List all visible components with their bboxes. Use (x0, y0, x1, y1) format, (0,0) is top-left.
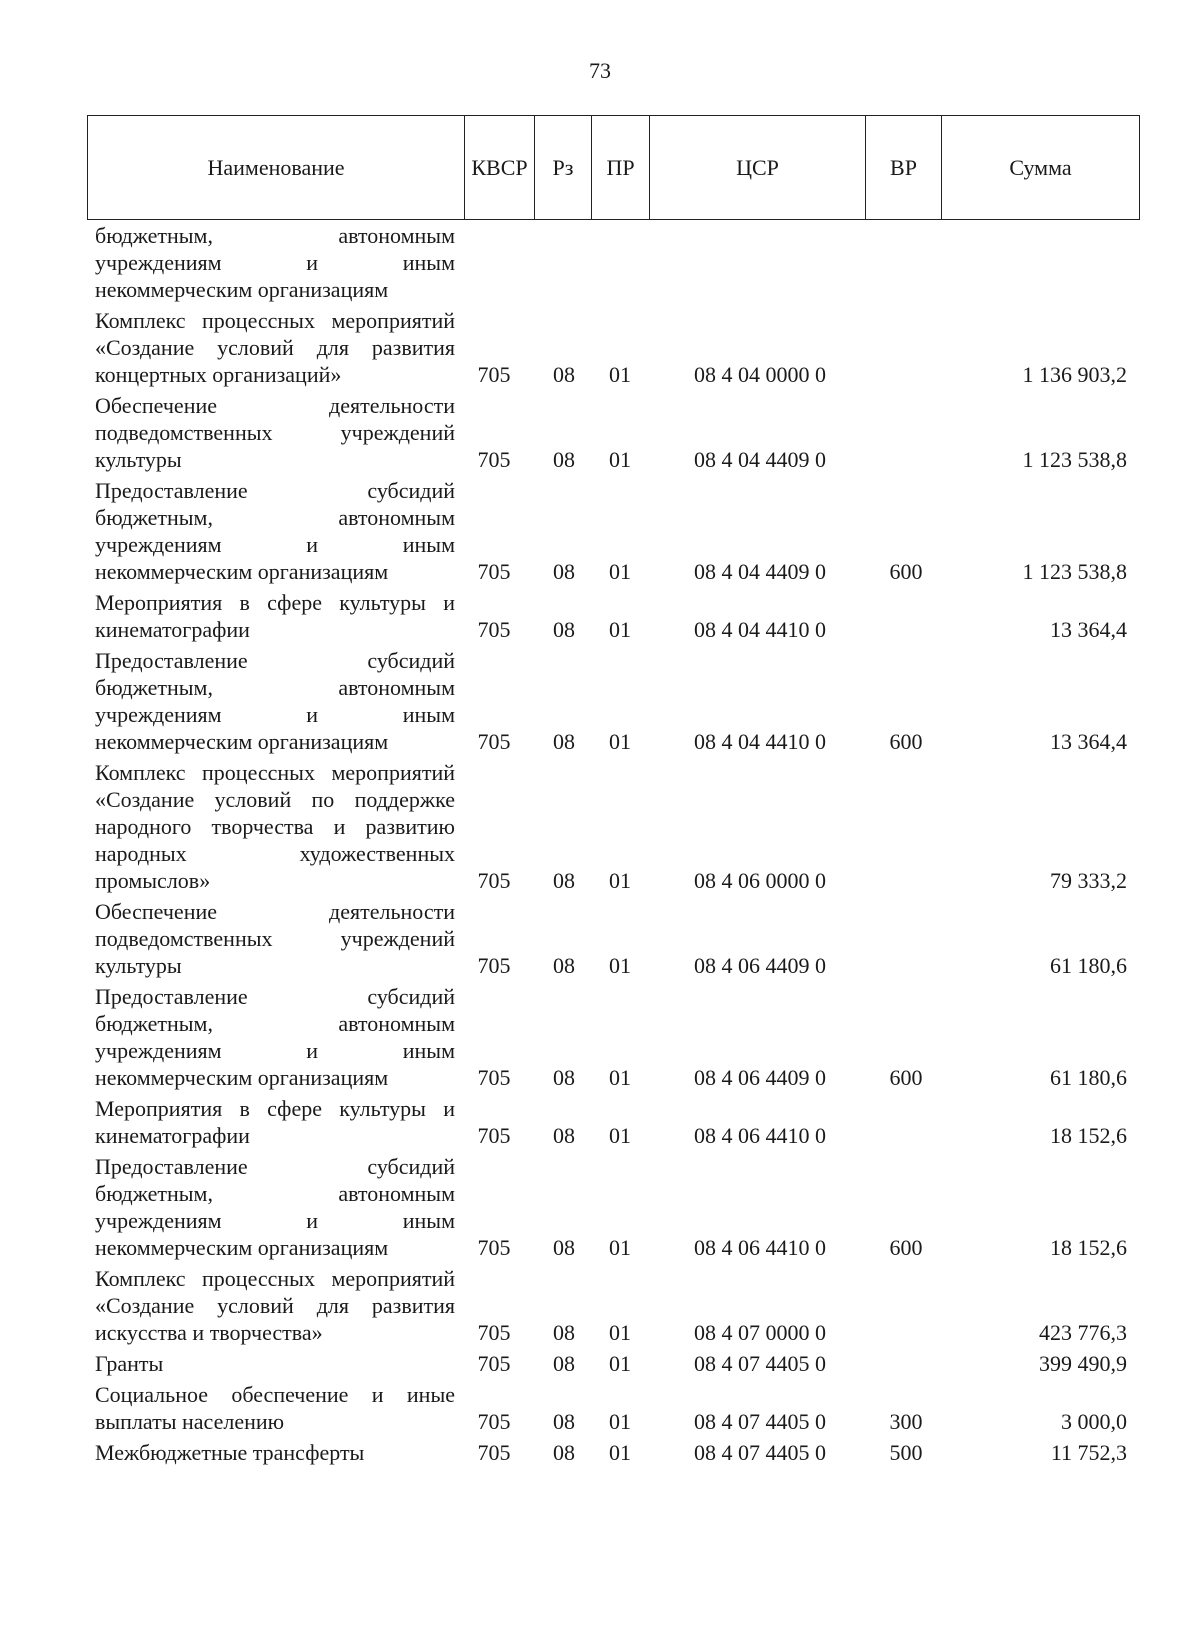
row-rz: 08 (553, 729, 575, 754)
row-rz: 08 (553, 1351, 575, 1376)
row-sum: 18 152,6 (1050, 1235, 1127, 1260)
row-sum: 1 123 538,8 (1022, 447, 1127, 472)
row-rz: 08 (553, 447, 575, 472)
header-csr: ЦСР (650, 116, 866, 219)
row-rz: 08 (553, 362, 575, 387)
table-row (0, 759, 1200, 898)
row-csr: 08 4 06 4410 0 (694, 1123, 826, 1148)
row-kvsr: 705 (477, 1065, 511, 1090)
header-vr: ВР (866, 116, 942, 219)
row-csr: 08 4 04 4410 0 (694, 729, 826, 754)
row-kvsr: 705 (477, 447, 511, 472)
row-name: Предоставление субсидий бюджетным, автономным учреждениям и иным некоммерческим организациям (95, 1154, 455, 1260)
row-csr: 08 4 06 4410 0 (694, 1235, 826, 1260)
page-number: 73 (589, 58, 611, 83)
row-kvsr: 705 (477, 1440, 511, 1465)
row-sum: 13 364,4 (1050, 729, 1127, 754)
row-vr: 600 (889, 729, 923, 754)
row-kvsr: 705 (477, 1351, 511, 1376)
row-pr: 01 (609, 729, 631, 754)
row-rz: 08 (553, 1065, 575, 1090)
row-csr: 08 4 06 4409 0 (694, 1065, 826, 1090)
row-sum: 18 152,6 (1050, 1123, 1127, 1148)
header-rz: Рз (535, 116, 592, 219)
table-row (0, 477, 1200, 589)
header-pr: ПР (592, 116, 650, 219)
row-kvsr: 705 (477, 617, 511, 642)
row-rz: 08 (553, 1440, 575, 1465)
table-row (0, 1153, 1200, 1265)
table-row (0, 898, 1200, 983)
row-kvsr: 705 (477, 1320, 511, 1345)
row-name: Гранты (95, 1351, 164, 1376)
table-row (0, 983, 1200, 1095)
row-name: Предоставление субсидий бюджетным, автономным учреждениям и иным некоммерческим организациям (95, 478, 455, 584)
row-sum: 3 000,0 (1061, 1409, 1127, 1434)
table-row (0, 222, 1200, 307)
row-vr: 300 (889, 1409, 923, 1434)
row-pr: 01 (609, 1440, 631, 1465)
row-csr: 08 4 04 0000 0 (694, 362, 826, 387)
row-name: Комплекс процессных мероприятий «Создание условий по поддержке народного творчества и развитию народных художественных промыслов» (95, 760, 455, 893)
row-kvsr: 705 (477, 868, 511, 893)
table-row (0, 1350, 1200, 1381)
row-sum: 399 490,9 (1039, 1351, 1127, 1376)
row-rz: 08 (553, 559, 575, 584)
row-pr: 01 (609, 1409, 631, 1434)
row-name: Мероприятия в сфере культуры и кинематографии (95, 590, 455, 642)
row-name: Мероприятия в сфере культуры и кинематографии (95, 1096, 455, 1148)
table-header (87, 115, 1140, 220)
row-rz: 08 (553, 868, 575, 893)
row-kvsr: 705 (477, 559, 511, 584)
row-rz: 08 (553, 1409, 575, 1434)
row-pr: 01 (609, 1123, 631, 1148)
row-kvsr: 705 (477, 1235, 511, 1260)
table-row (0, 1095, 1200, 1153)
table-body (0, 222, 1200, 1470)
row-kvsr: 705 (477, 362, 511, 387)
row-name: Комплекс процессных мероприятий «Создание условий для развития искусства и творчества» (95, 1266, 455, 1345)
row-rz: 08 (553, 1320, 575, 1345)
table-row (0, 307, 1200, 392)
row-csr: 08 4 06 4409 0 (694, 953, 826, 978)
row-vr: 600 (889, 1065, 923, 1090)
header-sum: Сумма (1009, 154, 1072, 180)
row-kvsr: 705 (477, 1123, 511, 1148)
row-name: Обеспечение деятельности подведомственных учреждений культуры (95, 899, 455, 978)
row-pr: 01 (609, 362, 631, 387)
row-rz: 08 (553, 617, 575, 642)
row-rz: 08 (553, 953, 575, 978)
row-name: Предоставление субсидий бюджетным, автономным учреждениям и иным некоммерческим организациям (95, 648, 455, 754)
row-pr: 01 (609, 1065, 631, 1090)
row-csr: 08 4 07 0000 0 (694, 1320, 826, 1345)
row-sum: 61 180,6 (1050, 953, 1127, 978)
row-pr: 01 (609, 1235, 631, 1260)
table-row (0, 1439, 1200, 1470)
row-csr: 08 4 07 4405 0 (694, 1440, 826, 1465)
row-rz: 08 (553, 1123, 575, 1148)
row-sum: 13 364,4 (1050, 617, 1127, 642)
row-pr: 01 (609, 1320, 631, 1345)
row-sum: 61 180,6 (1050, 1065, 1127, 1090)
table-row (0, 647, 1200, 759)
row-kvsr: 705 (477, 953, 511, 978)
row-name: Обеспечение деятельности подведомственных учреждений культуры (95, 393, 455, 472)
table-row (0, 1265, 1200, 1350)
table-row (0, 589, 1200, 647)
row-sum: 79 333,2 (1050, 868, 1127, 893)
table-row (0, 1381, 1200, 1439)
row-rz: 08 (553, 1235, 575, 1260)
row-kvsr: 705 (477, 729, 511, 754)
row-csr: 08 4 07 4405 0 (694, 1351, 826, 1376)
row-sum: 1 123 538,8 (1022, 559, 1127, 584)
row-pr: 01 (609, 1351, 631, 1376)
row-pr: 01 (609, 953, 631, 978)
row-pr: 01 (609, 559, 631, 584)
row-csr: 08 4 04 4410 0 (694, 617, 826, 642)
row-csr: 08 4 06 0000 0 (694, 868, 826, 893)
row-csr: 08 4 04 4409 0 (694, 559, 826, 584)
row-name: Социальное обеспечение и иные выплаты населению (95, 1382, 455, 1434)
row-pr: 01 (609, 617, 631, 642)
row-sum: 1 136 903,2 (1022, 362, 1127, 387)
row-csr: 08 4 04 4409 0 (694, 447, 826, 472)
table-row (0, 392, 1200, 477)
header-name: Наименование (88, 116, 465, 219)
row-sum: 423 776,3 (1039, 1320, 1127, 1345)
row-csr: 08 4 07 4405 0 (694, 1409, 826, 1434)
row-name: Комплекс процессных мероприятий «Создание условий для развития концертных организаций» (95, 308, 455, 387)
row-vr: 600 (889, 1235, 923, 1260)
row-sum: 11 752,3 (1050, 1440, 1127, 1465)
row-vr: 500 (889, 1440, 923, 1465)
row-vr: 600 (889, 559, 923, 584)
row-name: Предоставление субсидий бюджетным, автономным учреждениям и иным некоммерческим организациям (95, 984, 455, 1090)
header-kvsr: КВСР (465, 116, 535, 219)
row-kvsr: 705 (477, 1409, 511, 1434)
row-name: бюджетным, автономным учреждениям и иным некоммерческим организациям (95, 223, 455, 302)
row-pr: 01 (609, 868, 631, 893)
row-pr: 01 (609, 447, 631, 472)
row-name: Межбюджетные трансферты (95, 1440, 365, 1465)
